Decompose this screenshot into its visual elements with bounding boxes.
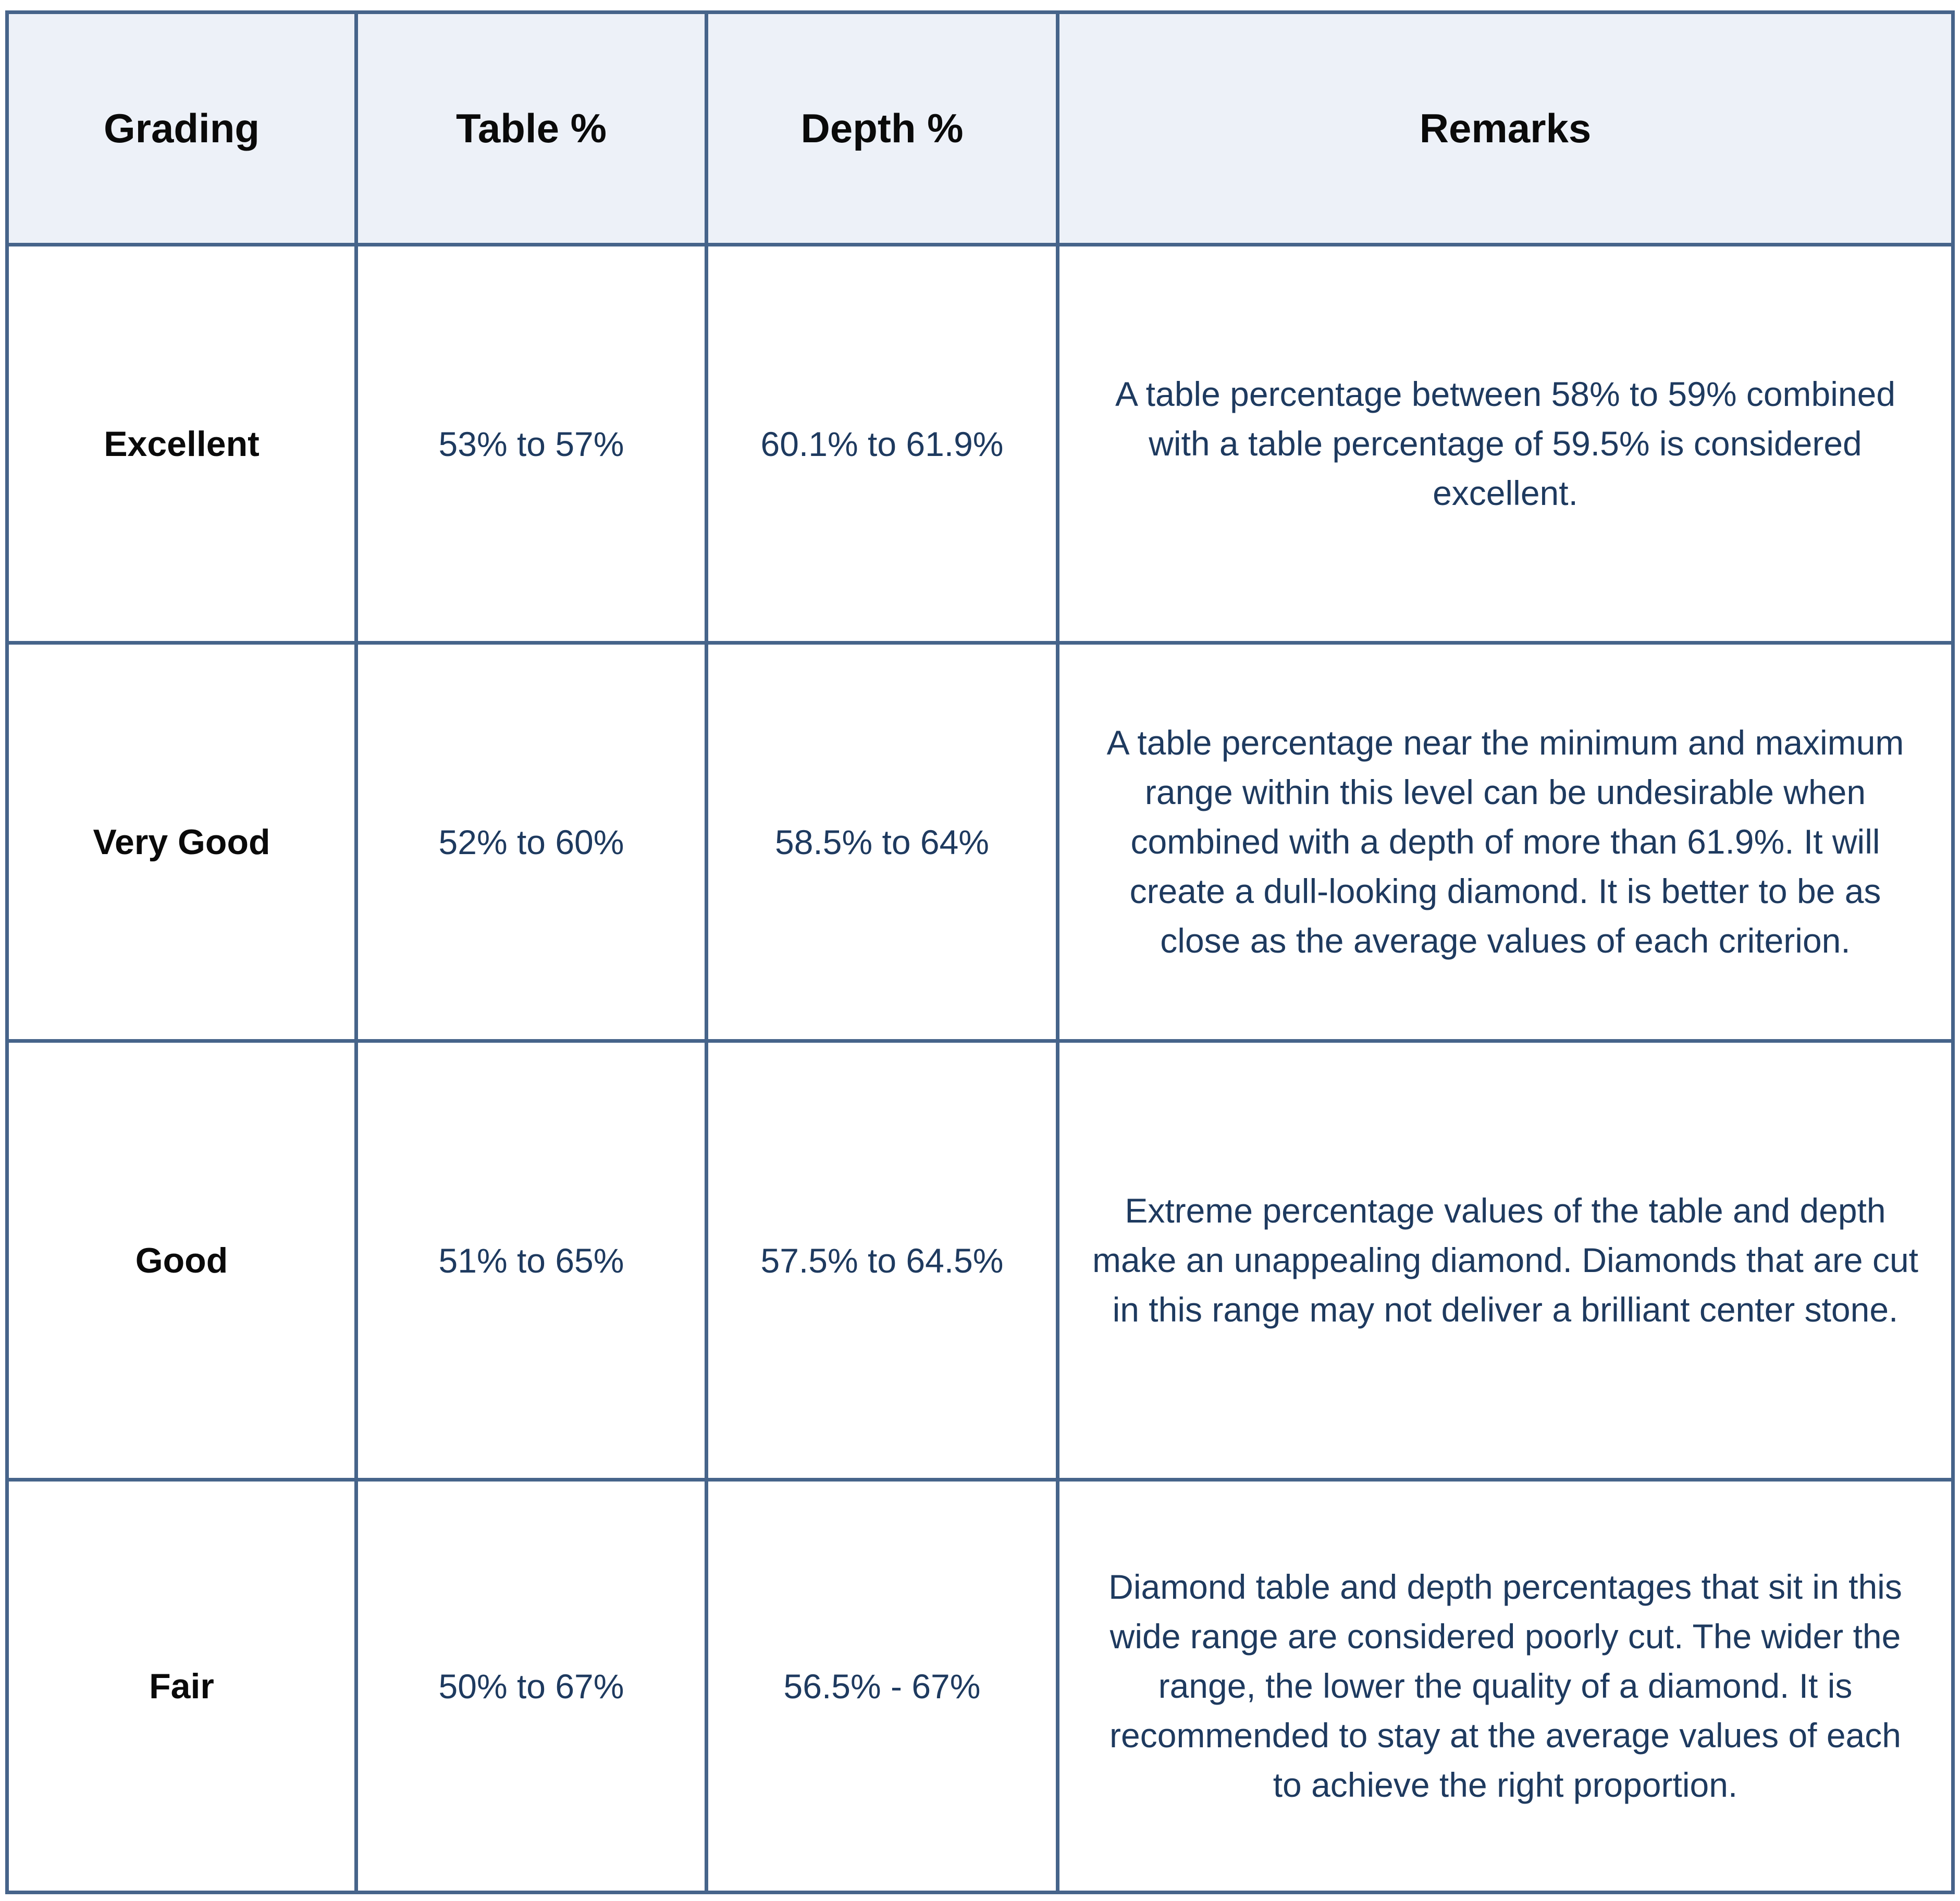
depth-percent-cell: 57.5% to 64.5% (707, 1041, 1058, 1480)
depth-percent-cell: 58.5% to 64% (707, 643, 1058, 1041)
table-percent-cell: 50% to 67% (356, 1480, 707, 1893)
table-row (7, 1041, 1953, 1480)
depth-percent-cell: 60.1% to 61.9% (707, 245, 1058, 643)
header-grading: Grading (7, 13, 356, 245)
table-row (7, 245, 1953, 643)
table-percent-cell: 53% to 57% (356, 245, 707, 643)
remarks-cell: Diamond table and depth percentages that sit in this wide range are considered poorly cut. The wider the range, the lower the quality of a diamond. It is recommended to stay at the average values of each to achieve the right proportion. (1058, 1480, 1953, 1893)
grading-cell: Excellent (7, 245, 356, 643)
grading-cell: Good (7, 1041, 356, 1480)
diamond-cut-grading-table (5, 10, 1955, 1894)
grading-cell: Fair (7, 1480, 356, 1893)
header-depth-percent: Depth % (707, 13, 1058, 245)
header-table-percent: Table % (356, 13, 707, 245)
remarks-cell: Extreme percentage values of the table and depth make an unappealing diamond. Diamonds that are cut in this range may not deliver a brilliant center stone. (1058, 1041, 1953, 1480)
header-remarks: Remarks (1058, 13, 1953, 245)
table-header-row (7, 13, 1953, 245)
depth-percent-cell: 56.5% - 67% (707, 1480, 1058, 1893)
remarks-cell: A table percentage near the minimum and maximum range within this level can be undesirable when combined with a depth of more than 61.9%. It will create a dull-looking diamond. It is better to be as close as the average values of each criterion. (1058, 643, 1953, 1041)
table-percent-cell: 52% to 60% (356, 643, 707, 1041)
table-row (7, 1480, 1953, 1893)
table-percent-cell: 51% to 65% (356, 1041, 707, 1480)
table-row (7, 643, 1953, 1041)
grading-cell: Very Good (7, 643, 356, 1041)
remarks-cell: A table percentage between 58% to 59% combined with a table percentage of 59.5% is considered excellent. (1058, 245, 1953, 643)
